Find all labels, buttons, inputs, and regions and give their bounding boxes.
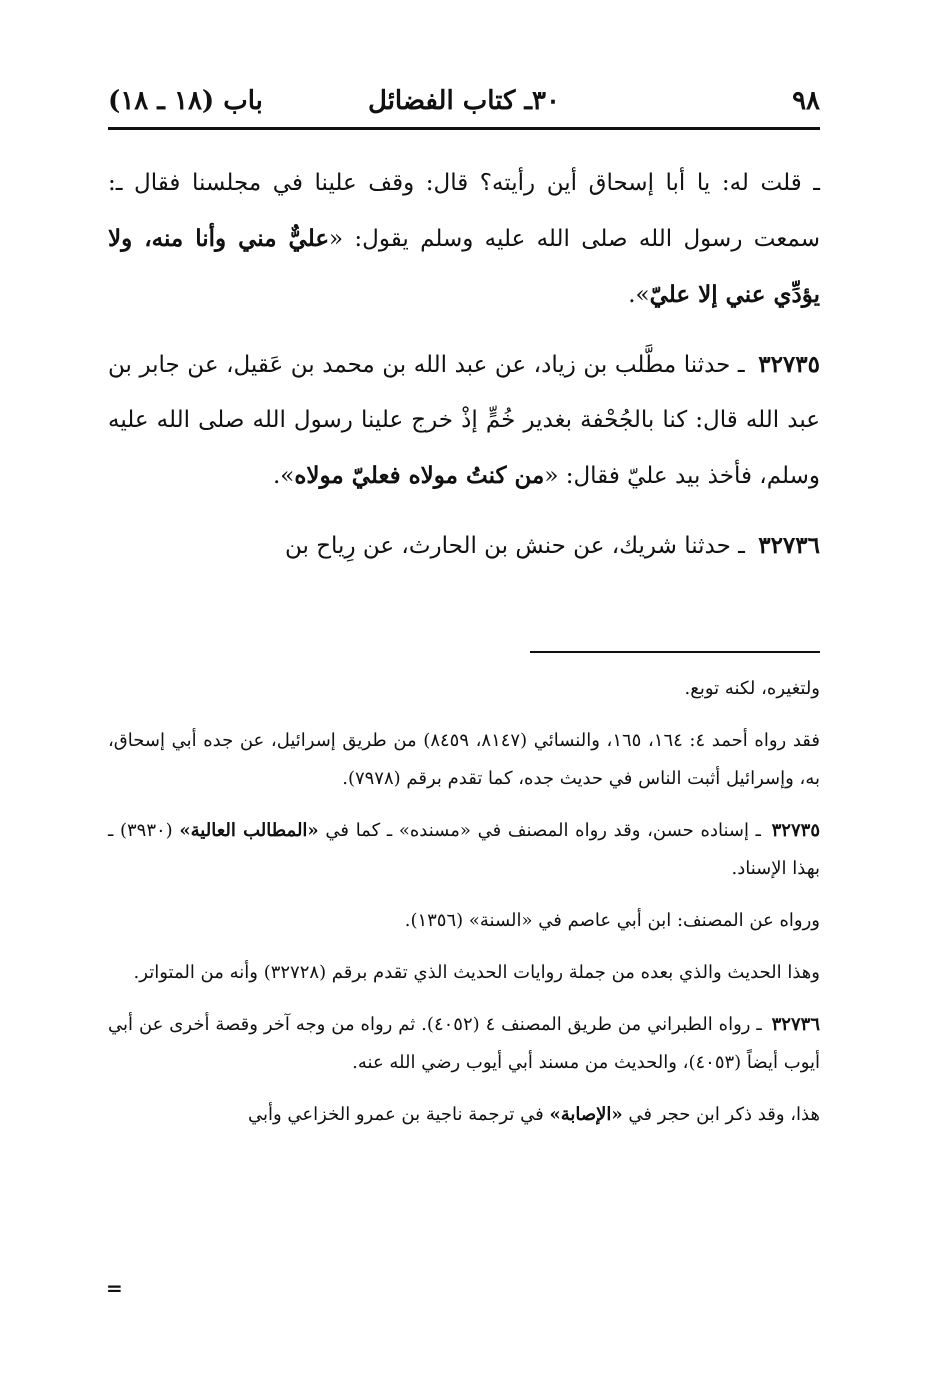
continuation-mark: =	[106, 1276, 123, 1300]
hadith-number: ٣٢٧٣٥	[758, 351, 820, 378]
footnote-text: ـ رواه الطبراني من طريق المصنف ٤ (٤٠٥٢). ثم رواه من وجه آخر وقصة أخرى عن أبي أيوب أيضاً (٤٠٥٣)، والحديث من مسند أبي أيوب رضي الله عنه.	[108, 1014, 820, 1073]
footnote-text-end: (٣٩٣٠) ـ بهذا الإسناد.	[108, 820, 820, 879]
book-title: «المطالب العالية»	[179, 820, 319, 841]
footnote-number: ٣٢٧٣٥	[771, 820, 820, 841]
footnote-text-end: في ترجمة ناجية بن عمرو الخزاعي وأبي	[247, 1104, 550, 1125]
footnote: وهذا الحديث والذي بعده من جملة روايات الحديث الذي تقدم برقم (٣٢٧٢٨) وأنه من المتواتر.	[133, 962, 820, 983]
quote-end: ».	[628, 282, 650, 308]
footnote	[108, 1006, 820, 1082]
book-title: «الإصابة»	[549, 1104, 623, 1125]
hadith-quote: من كنتُ مولاه فعليّ مولاه	[294, 462, 545, 489]
page-header	[108, 84, 820, 124]
quote-end: ».	[272, 463, 295, 489]
hadith-paragraph	[108, 518, 820, 574]
footnote: ولتغيره، لكنه توبع.	[684, 678, 820, 699]
hadith-quote: عليٌّ مني وأنا منه، ولا يؤدِّي عني إلا عليّ	[108, 225, 820, 308]
footnote-text: ـ إسناده حسن، وقد رواه المصنف في «مسنده» ـ كما في	[318, 820, 761, 841]
hadith-number: ٣٢٧٣٦	[758, 532, 820, 559]
section-label: باب (١٨ ـ ١٨)	[108, 86, 263, 116]
chapter-title: ٣٠ـ كتاب الفضائل	[368, 86, 560, 116]
hadith-paragraph	[108, 337, 820, 504]
footnote-text: هذا، وقد ذكر ابن حجر في	[622, 1104, 820, 1125]
footnote: فقد رواه أحمد ٤: ١٦٤، ١٦٥، والنسائي (٨١٤٧، ٨٤٥٩) من طريق إسرائيل، عن جده أبي إسحاق، به، وإسرائيل أثبت الناس في حديث جده، كما تقدم برقم (٧٩٧٨).	[108, 730, 820, 789]
hadith-text: ـ حدثنا مطَّلب بن زياد، عن عبد الله بن محمد بن عَقيل، عن جابر بن عبد الله قال: كنا بالجُحْفة بغدير خُمٍّ إذْ خرج علينا رسول الله صلى الله عليه وسلم، فأخذ بيد عليّ فقال: «	[108, 352, 820, 489]
footnotes	[108, 670, 820, 1148]
footnote-divider	[530, 651, 820, 653]
main-text	[108, 156, 820, 588]
footnote: ورواه عن المصنف: ابن أبي عاصم في «السنة» (١٣٥٦).	[404, 910, 820, 931]
header-divider	[108, 127, 820, 130]
footnote-number: ٣٢٧٣٦	[771, 1014, 820, 1035]
footnote	[108, 812, 820, 888]
footnote	[108, 1096, 820, 1134]
hadith-paragraph	[108, 156, 820, 323]
hadith-text: ـ قلت له: يا أبا إسحاق أين رأيته؟ قال: وقف علينا في مجلسنا فقال ـ: سمعت رسول الله صلى الله عليه وسلم يقول: «	[108, 170, 820, 252]
hadith-text: ـ حدثنا شريك، عن حنش بن الحارث، عن رِياح بن	[284, 533, 745, 559]
page-number: ٩٨	[792, 86, 820, 116]
